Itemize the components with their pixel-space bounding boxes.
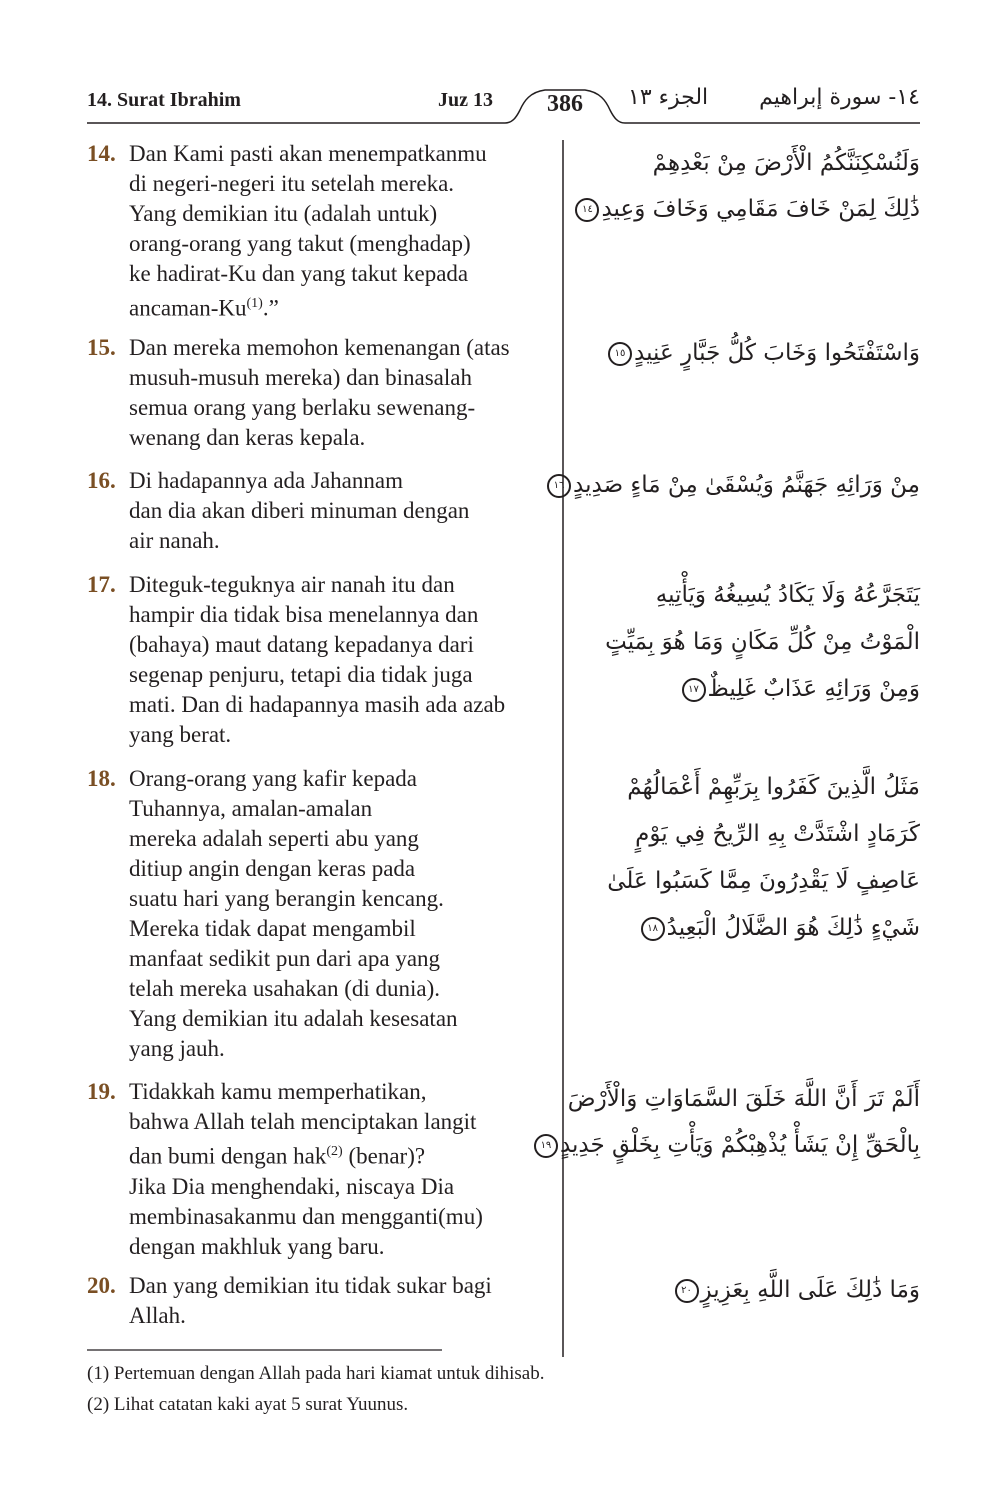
text-segment: ancaman-Ku xyxy=(129,295,247,321)
footnote-ref: (2) xyxy=(326,1144,343,1159)
arabic-segment: مِنْ وَرَائِهِ جَهَنَّمُ وَيُسْقَىٰ مِنْ مَاءٍ صَدِيدٍ xyxy=(573,472,920,498)
juz-label: Juz 13 xyxy=(438,89,493,111)
text-line: dengan makhluk yang baru. xyxy=(129,1233,385,1259)
verse-end-marker: ١٧ xyxy=(682,678,706,702)
text-line: yang berat. xyxy=(129,722,232,747)
verse-15-translation xyxy=(87,333,547,453)
arabic-line: مَثَلُ الَّذِينَ كَفَرُوا بِرَبِّهِمْ أَعْمَالُهُمْ xyxy=(627,774,920,800)
arabic-line xyxy=(580,1267,920,1313)
text-line: musuh-musuh mereka) dan binasalah xyxy=(129,365,472,390)
text-line: Dan yang demikian itu tidak sukar bagi xyxy=(129,1273,492,1298)
verse-number: 16. xyxy=(87,468,116,493)
arabic-segment: ذَٰلِكَ لِمَنْ خَافَ مَقَامِي وَخَافَ وَعِيدِ xyxy=(601,196,920,222)
text-line: Tuhannya, amalan-amalan xyxy=(129,796,373,821)
footnote-2: (2) Lihat catatan kaki ayat 5 surat Yuunus. xyxy=(87,1394,409,1415)
verse-number: 14. xyxy=(87,141,116,166)
text-line: Yang demikian itu (adalah untuk) xyxy=(129,201,438,226)
verse-16-translation xyxy=(87,466,547,556)
verse-end-marker: ١٨ xyxy=(641,917,665,941)
text-line: Mereka tidak dapat mengambil xyxy=(129,916,416,941)
text-line: manfaat sedikit pun dari apa yang xyxy=(129,946,441,971)
verse-20-arabic xyxy=(580,1267,920,1313)
page-number: 386 xyxy=(547,91,583,117)
header-rule xyxy=(87,90,920,123)
verse-14-arabic xyxy=(580,140,920,232)
text-line: hampir dia tidak bisa menelannya dan xyxy=(129,602,479,627)
arabic-line xyxy=(580,186,920,232)
verse-end-marker: ١٤ xyxy=(575,198,599,222)
text-line: telah mereka usahakan (di dunia). xyxy=(129,976,441,1001)
verse-number: 18. xyxy=(87,766,116,791)
verse-17-translation xyxy=(87,570,547,750)
text-line: Orang-orang yang kafir kepada xyxy=(129,766,418,791)
text-line: Tidakkah kamu memperhatikan, xyxy=(129,1079,427,1104)
verse-number: 17. xyxy=(87,572,116,597)
text-line: wenang dan keras kepala. xyxy=(129,425,366,450)
verse-end-marker: ١٦ xyxy=(547,474,571,498)
text-line: Dan Kami pasti akan menempatkanmu xyxy=(129,141,487,166)
text-line xyxy=(129,1137,547,1172)
text-line: Yang demikian itu adalah kesesatan xyxy=(129,1006,458,1031)
text-line: Dan mereka memohon kemenangan (atas xyxy=(129,335,510,360)
arabic-line: عَاصِفٍ لَا يَقْدِرُونَ مِمَّا كَسَبُوا عَلَىٰ xyxy=(607,868,920,894)
verse-number: 19. xyxy=(87,1079,116,1104)
text-line: orang-orang yang takut (menghadap) xyxy=(129,231,471,256)
arabic-line: وَلَنُسْكِنَنَّكُمُ الْأَرْضَ مِنْ بَعْدِهِمْ xyxy=(652,150,920,176)
verse-17-arabic xyxy=(580,572,920,713)
arabic-juz-label: الجزء ١٣ xyxy=(628,85,709,110)
text-line: Jika Dia menghendaki, niscaya Dia xyxy=(129,1173,455,1199)
verse-20-translation xyxy=(87,1271,547,1331)
arabic-segment: شَيْءٍ ذَٰلِكَ هُوَ الضَّلَالُ الْبَعِيدُ xyxy=(666,915,920,941)
text-line: air nanah. xyxy=(129,528,220,553)
text-line: mati. Dan di hadapannya masih ada azab xyxy=(129,692,506,717)
text-segment: .” xyxy=(262,295,279,321)
verse-19-translation xyxy=(87,1077,547,1262)
verse-end-marker: ١٥ xyxy=(608,342,632,366)
text-line: Di hadapannya ada Jahannam xyxy=(129,468,403,493)
verse-18-arabic xyxy=(580,764,920,952)
arabic-segment: بِالْحَقِّ إِنْ يَشَأْ يُذْهِبْكُمْ وَيَأْتِ بِخَلْقٍ جَدِيدٍ xyxy=(559,1132,920,1158)
text-line: segenap penjuru, tetapi dia tidak juga xyxy=(129,662,473,687)
verse-18-translation xyxy=(87,764,547,1064)
text-line: di negeri-negeri itu setelah mereka. xyxy=(129,171,455,196)
verse-14-translation xyxy=(87,139,547,324)
text-line: ditiup angin dengan keras pada xyxy=(129,856,416,881)
text-line xyxy=(129,289,547,324)
verse-15-arabic xyxy=(580,330,920,376)
arabic-line xyxy=(580,330,920,376)
arabic-line: الْمَوْتُ مِنْ كُلِّ مَكَانٍ وَمَا هُوَ بِمَيِّتٍ xyxy=(605,629,920,655)
arabic-line xyxy=(580,666,920,713)
arabic-surah-title: ١٤- سورة إبراهيم xyxy=(759,85,920,110)
text-segment: dan bumi dengan hak xyxy=(129,1143,327,1169)
text-line: (bahaya) maut datang kepadanya dari xyxy=(129,632,474,657)
verse-19-arabic xyxy=(540,1076,920,1168)
arabic-line: كَرَمَادٍ اشْتَدَّتْ بِهِ الرِّيحُ فِي يَوْمٍ xyxy=(635,821,920,847)
footnote-ref: (1) xyxy=(246,296,263,311)
verse-end-marker: ٢٠ xyxy=(675,1279,699,1303)
text-line: bahwa Allah telah menciptakan langit xyxy=(129,1109,477,1134)
text-line: yang jauh. xyxy=(129,1036,225,1061)
arabic-line xyxy=(580,905,920,952)
verse-16-arabic xyxy=(553,462,920,508)
text-line: semua orang yang berlaku sewenang- xyxy=(129,395,476,420)
surah-title: 14. Surat Ibrahim xyxy=(87,89,241,111)
arabic-line xyxy=(553,462,920,508)
text-line: dan dia akan diberi minuman dengan xyxy=(129,498,470,523)
arabic-segment: وَمِنْ وَرَائِهِ عَذَابٌ غَلِيظٌ xyxy=(707,676,920,702)
text-line: membinasakanmu dan mengganti(mu) xyxy=(129,1203,483,1229)
verse-number: 20. xyxy=(87,1273,116,1298)
arabic-segment: وَاسْتَفْتَحُوا وَخَابَ كُلُّ جَبَّارٍ عَنِيدٍ xyxy=(634,340,920,366)
text-line: mereka adalah seperti abu yang xyxy=(129,826,419,851)
arabic-segment: وَمَا ذَٰلِكَ عَلَى اللَّهِ بِعَزِيزٍ xyxy=(700,1277,920,1303)
arabic-line: يَتَجَرَّعُهُ وَلَا يَكَادُ يُسِيغُهُ وَيَأْتِيهِ xyxy=(655,582,920,608)
arabic-line: أَلَمْ تَرَ أَنَّ اللَّهَ خَلَقَ السَّمَاوَاتِ وَالْأَرْضَ xyxy=(567,1086,920,1112)
footnote-1: (1) Pertemuan dengan Allah pada hari kiamat untuk dihisab. xyxy=(87,1363,545,1384)
verse-end-marker: ١٩ xyxy=(534,1134,558,1158)
text-line: Diteguk-teguknya air nanah itu dan xyxy=(129,572,455,597)
text-segment: (benar)? xyxy=(342,1143,426,1169)
text-line: suatu hari yang berangin kencang. xyxy=(129,886,444,911)
verse-number: 15. xyxy=(87,335,116,360)
text-line: ke hadirat-Ku dan yang takut kepada xyxy=(129,261,469,286)
arabic-line xyxy=(540,1122,920,1168)
text-line: Allah. xyxy=(129,1303,186,1328)
